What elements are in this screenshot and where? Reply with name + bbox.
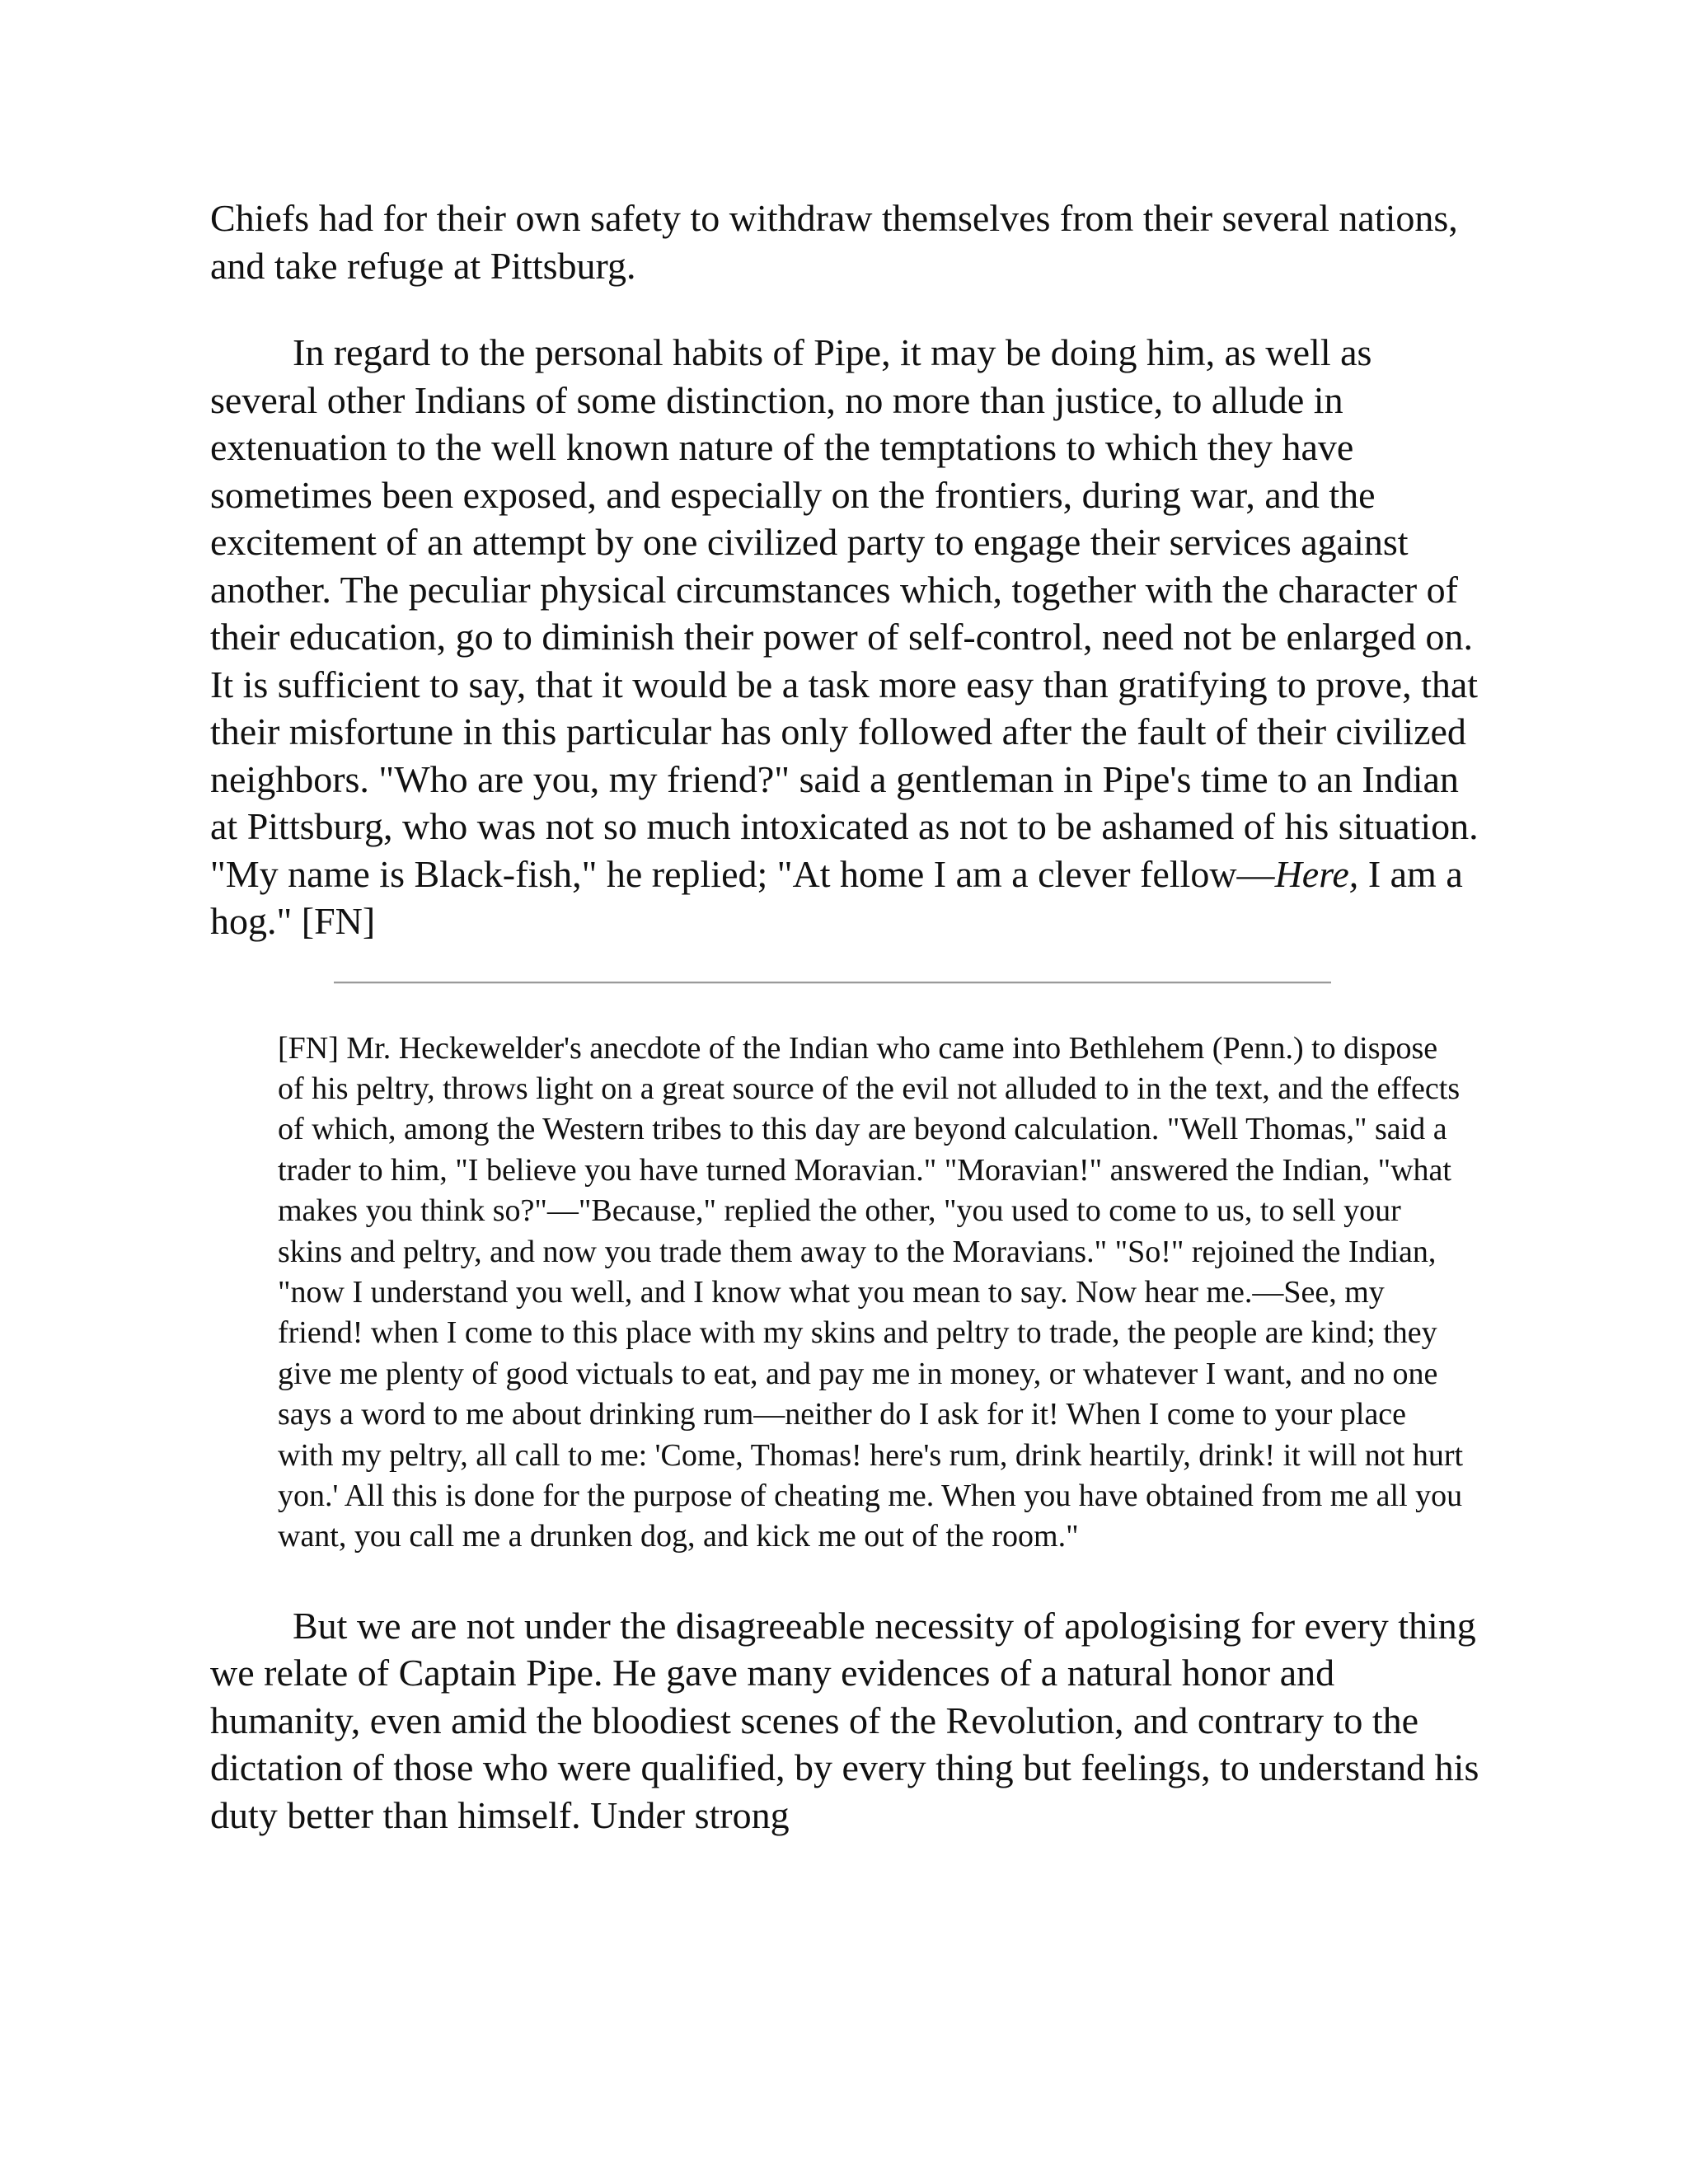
italic-word-here: Here, <box>1274 852 1359 895</box>
paragraph-text-after-italic: I am a hog." [FN] <box>210 852 1463 942</box>
paragraph-continuation: Chiefs had for their own safety to withdraw themselves from their several nations, and take refuge at Pittsburg. <box>210 197 1458 287</box>
paragraph-pipe-habits <box>210 329 1479 945</box>
document-page <box>210 194 1479 1839</box>
footnote: [FN] Mr. Heckewelder's anecdote of the Indian who came into Bethlehem (Penn.) to dispose of his peltry, throws light on a great source of the evil not alluded to in the text, and the effects of which, among the Western tribes to this day are beyond calculation. "Well Thomas," said a trader to him, "I believe you have turned Moravian." "Moravian!" answered the Indian, "what makes you think so?"—"Because," replied the other, "you used to come to us, to sell your skins and peltry, and now you trade them away to the Moravians." "So!" rejoined the Indian, "now I understand you well, and I know what you mean to say. Now hear me.—See, my friend! when I come to this place with my skins and peltry to trade, the people are kind; they give me plenty of good victuals to eat, and pay me in money, or whatever I want, and no one says a word to me about drinking rum—neither do I ask for it! When I come to your place with my peltry, all call to me: 'Come, Thomas! here's rum, drink heartily, drink! it will not hurt yon.' All this is done for the purpose of cheating me. When you have obtained from me all you want, you call me a drunken dog, and kick me out of the room." <box>278 1030 1464 1554</box>
footnote-separator <box>334 982 1331 984</box>
paragraph-text-before-italic: In regard to the personal habits of Pipe, it may be doing him, as well as several other Indians of some distinction, no more than justice, to allude in extenuation to the well known nature of the temptations to which they have sometimes been exposed, and especially on the frontiers, during war, and the excitement of an attempt by one civilized party to engage their services against another. The peculiar physical circumstances which, together with the character of their education, go to diminish their power of self-control, need not be enlarged on. It is sufficient to say, that it would be a task more easy than gratifying to prove, that their misfortune in this particular has only followed after the fault of their civilized neighbors. "Who are you, my friend?" said a gentleman in Pipe's time to an Indian at Pittsburg, who was not so much intoxicated as not to be ashamed of his situation. "My name is Black-fish," he replied; "At home I am a clever fellow— <box>210 331 1479 895</box>
paragraph-captain-pipe: But we are not under the disagreeable necessity of apologising for every thing we relate of Captain Pipe. He gave many evidences of a natural honor and humanity, even amid the bloodiest scenes of the Revolution, and contrary to the dictation of those who were qualified, by every thing but feelings, to understand his duty better than himself. Under strong <box>210 1604 1479 1836</box>
